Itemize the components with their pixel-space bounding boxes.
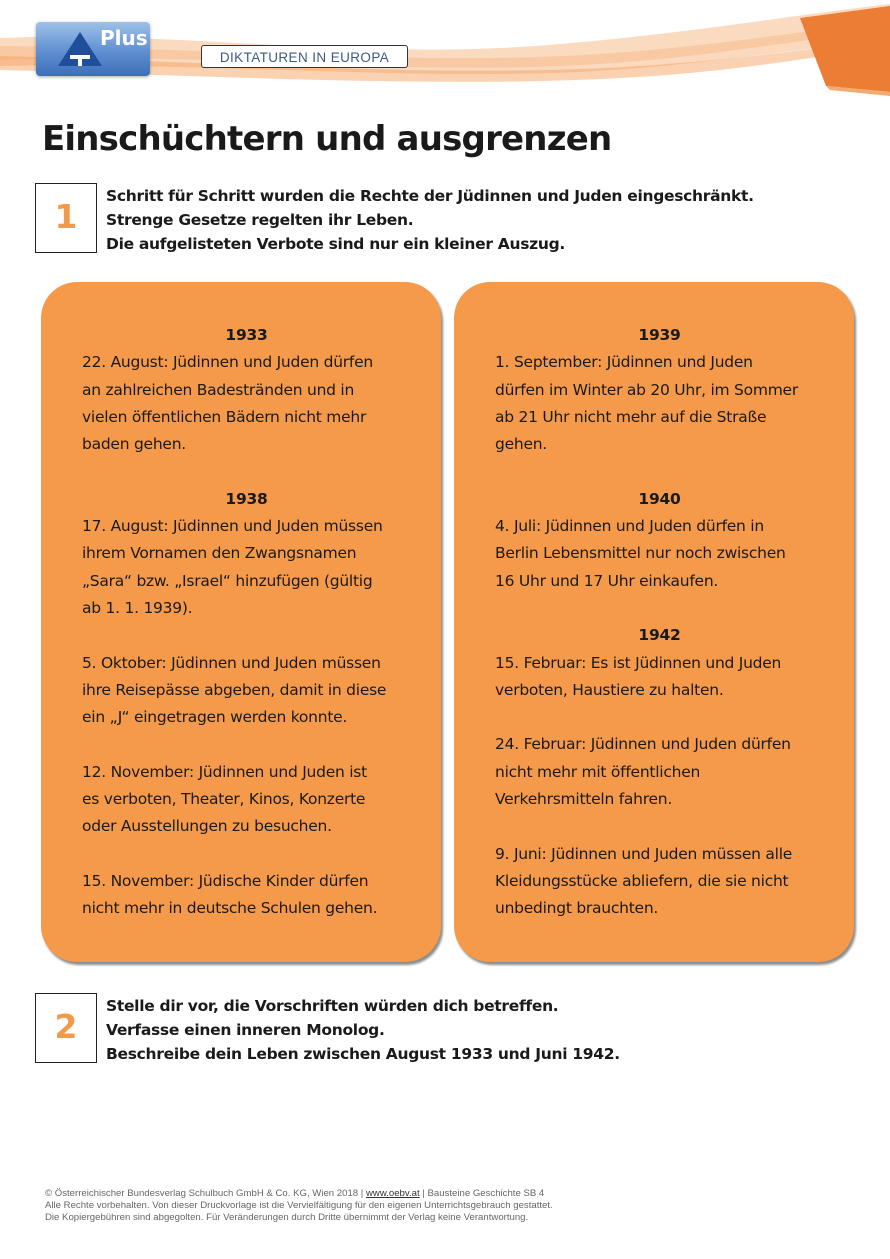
decree-entry: 24. Februar: Jüdinnen und Juden dürfen nicht mehr mit öffentlichen Verkehrsmitteln fahren. (495, 735, 791, 809)
task-number-2: 2 (35, 993, 97, 1063)
task-number-1: 1 (35, 183, 97, 253)
task-2-line: Stelle dir vor, die Vorschriften würden dich betreffen. (106, 997, 559, 1015)
year-heading: 1940 (638, 489, 681, 508)
task-2-instructions (106, 994, 620, 1066)
plus-logo (36, 22, 150, 76)
decree-entry: 4. Juli: Jüdinnen und Juden dürfen in Berlin Lebensmittel nur noch zwischen 16 Uhr und 17 Uhr einkaufen. (495, 517, 786, 590)
task-1-line: Die aufgelisteten Verbote sind nur ein kleiner Auszug. (106, 235, 565, 253)
copyright-footer: © Österreichischer Bundesverlag Schulbuch GmbH & Co. KG, Wien 2018 | www.oebv.at | Bausteine Geschichte SB 4 Alle Rechte vorbehalten. Von dieser Druckvorlage ist die Vervielfältigung für den eigenen Unterrichtsgebrauch gestattet. Die Kopiergebühren sind abgegolten. Für Veränderungen durch Dritte übernimmt der Verlag keine Verantwortung. (45, 1188, 553, 1223)
decree-entry: 5. Oktober: Jüdinnen und Juden müssen ihre Reisepässe abgeben, damit in diese ein „J“ eingetragen werden konnte. (82, 653, 387, 727)
year-heading: 1939 (638, 326, 681, 344)
decree-entry: 22. August: Jüdinnen und Juden dürfen an zahlreichen Badestränden und in vielen öffentlichen Bädern nicht mehr baden gehen. (82, 353, 373, 454)
task-1-line: Schritt für Schritt wurden die Rechte der Jüdinnen und Juden eingeschränkt. (106, 187, 754, 205)
year-heading: 1933 (225, 326, 268, 344)
decree-entry: 9. Juni: Jüdinnen und Juden müssen alle Kleidungsstücke abliefern, die sie nicht unbedingt brauchten. (495, 844, 793, 918)
logo-text: Plus (100, 26, 148, 50)
decree-entry: 12. November: Jüdinnen und Juden ist es verboten, Theater, Kinos, Konzerte oder Ausstellungen zu besuchen. (82, 762, 367, 836)
decree-entry: 15. Februar: Es ist Jüdinnen und Juden verboten, Haustiere zu halten. (495, 653, 782, 699)
task-2-line: Beschreibe dein Leben zwischen August 1933 und Juni 1942. (106, 1045, 620, 1063)
publisher-link[interactable]: www.oebv.at (365, 1188, 420, 1199)
year-heading: 1942 (638, 626, 681, 645)
task-1-instructions (106, 184, 754, 256)
decree-entry: 1. September: Jüdinnen und Juden dürfen im Winter ab 20 Uhr, im Sommer ab 21 Uhr nicht mehr auf die Straße gehen. (495, 353, 798, 454)
year-heading: 1938 (225, 489, 268, 508)
task-2-line: Verfasse einen inneren Monolog. (106, 1021, 385, 1039)
timeline-card-left (41, 282, 441, 962)
series-label: DIKTATUREN IN EUROPA (201, 45, 408, 68)
task-1-line: Strenge Gesetze regelten ihr Leben. (106, 211, 414, 229)
decree-entry: 17. August: Jüdinnen und Juden müssen ihrem Vornamen den Zwangsnamen „Sara“ bzw. „Israel“ hinzufügen (gültig ab 1. 1. 1939). (82, 517, 383, 617)
page-title: Einschüchtern und ausgrenzen (42, 119, 612, 159)
decree-entry: 15. November: Jüdische Kinder dürfen nicht mehr in deutsche Schulen gehen. (82, 871, 378, 918)
timeline-card-right (454, 282, 854, 962)
